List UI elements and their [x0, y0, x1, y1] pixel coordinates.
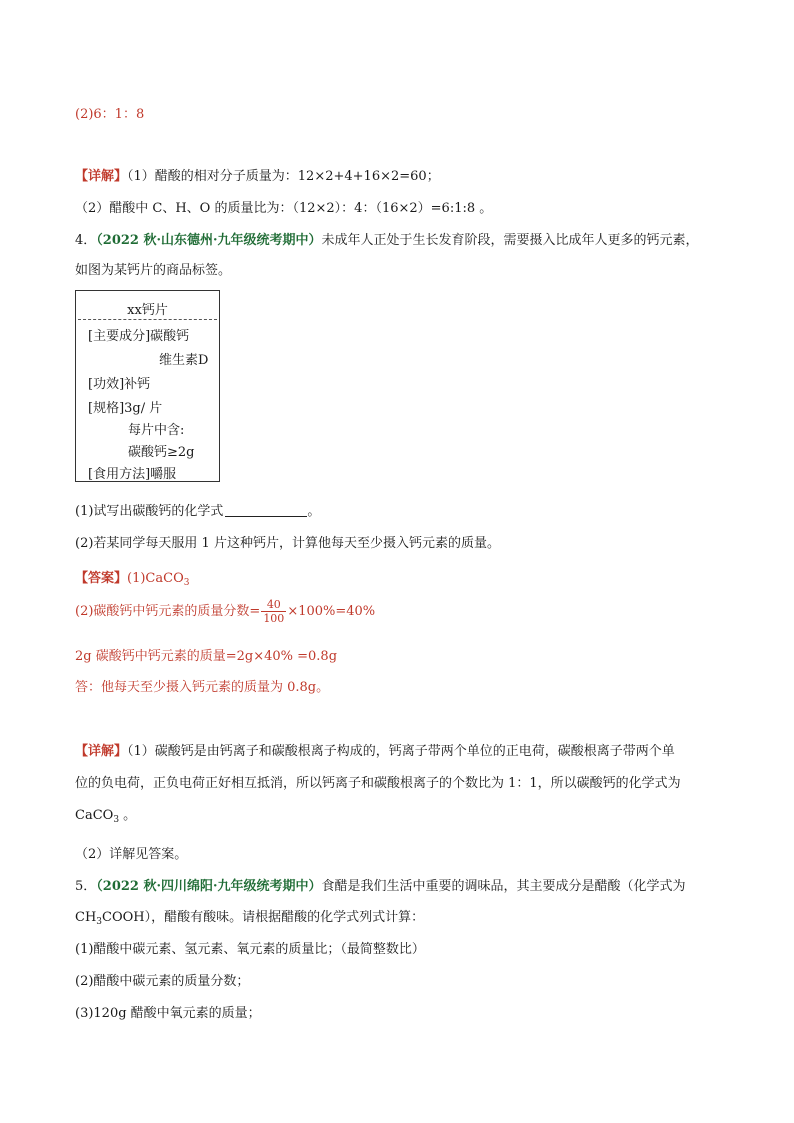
sub1-text: (1)试写出碳酸钙的化学式	[75, 504, 224, 519]
detail-tag: 【详解】	[75, 169, 128, 184]
answer2-fraction	[261, 598, 286, 625]
fraction-denominator: 100	[263, 612, 285, 625]
sub1-end: 。	[307, 504, 321, 519]
question-4-sub2: (2)若某同学每天服用 1 片这种钙片，计算他每天至少摄入钙元素的质量。	[75, 536, 500, 551]
question-source: （2022 秋·山东德州·九年级统考期中）	[96, 233, 322, 248]
question-number: 5．	[75, 879, 97, 894]
question-4-answer-2-line2: 2g 碳酸钙中钙元素的质量=2g×40% =0.8g	[75, 649, 338, 664]
question-4-detail-line3	[75, 804, 136, 823]
question-4-stem	[75, 229, 699, 248]
formula-suffix: COOH），醋酸有酸味。请根据醋酸的化学式列式计算：	[102, 910, 425, 925]
label-ingredient-2: 维生素D	[159, 353, 209, 368]
label-content: 碳酸钙≥2g	[128, 445, 195, 460]
question-source: （2022 秋·四川绵阳·九年级统考期中）	[96, 879, 322, 894]
detail-text: （1）醋酸的相对分子质量为：12×2+4+16×2=60；	[127, 169, 440, 184]
answer-blank	[225, 503, 307, 517]
label-ingredient-1: 碳酸钙	[150, 329, 190, 344]
question-4-detail-line2: 位的负电荷，正负电荷正好相互抵消，所以钙离子和碳酸根离子的个数比为 1：1，所以碳酸钙的化学式为	[75, 776, 681, 791]
detail-subscript: 3	[113, 815, 120, 825]
question-4-stem-line2: 如图为某钙片的商品标签。	[75, 263, 232, 278]
question-4-detail-line4: （2）详解见答案。	[75, 847, 188, 862]
detail-tag: 【详解】	[75, 744, 128, 759]
answer2-suffix: ×100%=40%	[287, 604, 376, 619]
question-5-stem	[75, 875, 686, 894]
label-ingredients	[88, 325, 189, 344]
answer2-prefix: (2)碳酸钙中钙元素的质量分数=	[75, 604, 261, 619]
detail-text: （1）碳酸钙是由钙离子和碳酸根离子构成的，钙离子带两个单位的正电荷，碳酸根离子带两个单	[127, 744, 675, 759]
detail-formula: CaCO	[75, 808, 114, 823]
question-text: 食醋是我们生活中重要的调味品，其主要成分是醋酸（化学式为	[321, 879, 686, 894]
calcium-tablet-label	[75, 290, 220, 482]
previous-detail-line2: （2）醋酸中 C、H、O 的质量比为：（12×2）：4：（16×2）=6:1:8 。	[75, 201, 493, 216]
label-ingredient-key: [主要成分]	[88, 329, 151, 344]
question-number: 4．	[75, 233, 97, 248]
previous-detail-line1	[75, 165, 440, 184]
detail-suffix: 。	[119, 808, 137, 823]
question-4-answer-2-line3: 答：他每天至少摄入钙元素的质量为 0.8g。	[75, 680, 330, 695]
question-4-sub1	[75, 500, 320, 519]
question-4-detail-line1	[75, 740, 675, 759]
formula-subscript: 3	[96, 917, 103, 927]
question-5-sub3: (3)120g 醋酸中氧元素的质量；	[75, 1006, 261, 1021]
question-4-answer-2	[75, 598, 375, 625]
formula-prefix: CH	[75, 910, 97, 925]
question-5-sub2: (2)醋酸中碳元素的质量分数；	[75, 974, 250, 989]
label-spec: [规格]3g/ 片	[88, 401, 163, 416]
label-title: xx钙片	[127, 303, 168, 318]
fraction-numerator: 40	[261, 598, 286, 612]
label-divider	[78, 319, 217, 320]
previous-answer-part2: (2)6：1：8	[75, 107, 145, 122]
label-per-tablet: 每片中含:	[128, 423, 185, 438]
answer1-subscript: 3	[183, 578, 190, 588]
question-5-sub1: (1)醋酸中碳元素、氢元素、氧元素的质量比；（最简整数比）	[75, 942, 425, 957]
label-effect: [功效]补钙	[88, 377, 151, 392]
question-4-answer-1	[75, 567, 189, 586]
answer1-formula: (1)CaCO	[127, 571, 184, 586]
label-usage: [食用方法]嚼服	[88, 467, 177, 482]
question-5-stem-line2	[75, 906, 424, 925]
answer-tag: 【答案】	[75, 571, 128, 586]
question-text: 未成年人正处于生长发育阶段，需要摄入比成年人更多的钙元素，	[321, 233, 699, 248]
